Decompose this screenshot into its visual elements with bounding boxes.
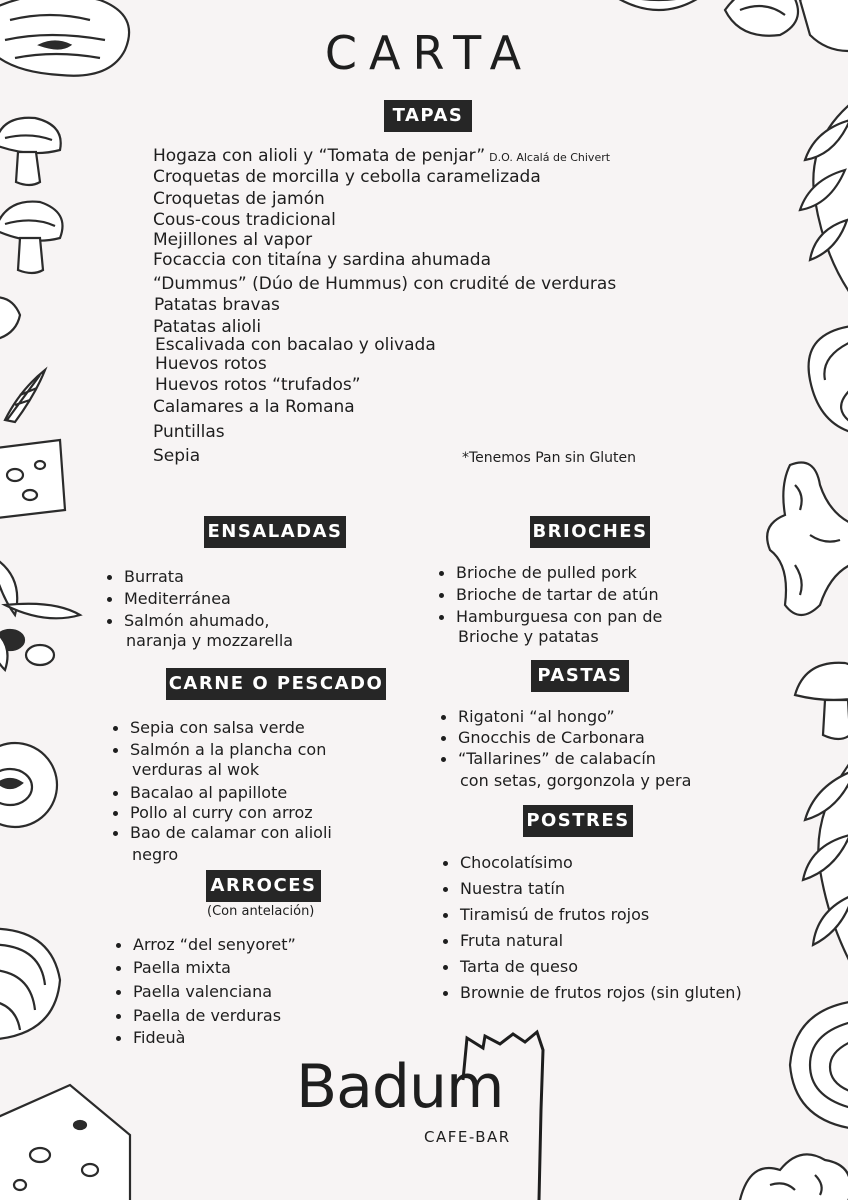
list-item: Rigatoni “al hongo”	[438, 707, 691, 727]
section-label-postres: POSTRES	[523, 805, 633, 837]
onion-illustration	[785, 995, 848, 1135]
list-item: Sepia con salsa verde	[110, 718, 332, 738]
mushroom-illustration	[0, 110, 70, 190]
list-item: Burrata	[104, 567, 293, 587]
tapas-item: Cous-cous tradicional	[153, 210, 336, 230]
onion-illustration	[0, 910, 80, 1050]
tapas-item-text: Hogaza con alioli y “Tomata de penjar”	[153, 146, 486, 166]
tapas-item: Huevos rotos	[155, 354, 267, 374]
tapas-item: Focaccia con titaína y sardina ahumada	[153, 250, 491, 270]
ensaladas-list	[104, 567, 293, 651]
section-label-tapas: TAPAS	[384, 100, 472, 132]
mushroom-illustration	[0, 190, 75, 280]
list-item: Tarta de queso	[440, 957, 742, 977]
tapas-item: Puntillas	[153, 422, 225, 442]
list-item: Brioche de tartar de atún	[436, 585, 662, 605]
mushroom-illustration	[600, 0, 720, 25]
gluten-note: *Tenemos Pan sin Gluten	[462, 450, 637, 466]
arroces-list	[113, 935, 296, 1048]
cheese-illustration	[0, 430, 70, 530]
list-item: Hamburguesa con pan de Brioche y patatas	[436, 607, 662, 647]
tapas-item-note: D.O. Alcalá de Chivert	[489, 151, 611, 164]
list-item: Pollo al curry con arroz	[110, 803, 332, 823]
list-item: Salmón a la plancha con verduras al wok	[110, 740, 332, 780]
tapas-item: Croquetas de jamón	[153, 189, 325, 209]
pastas-list	[438, 707, 691, 791]
list-item: Paella valenciana	[113, 982, 296, 1002]
herb-illustration	[0, 360, 55, 430]
list-item: Mediterránea	[104, 589, 293, 609]
section-label-pastas: PASTAS	[531, 660, 629, 692]
ginger-illustration	[760, 455, 848, 625]
list-item: Brioche de pulled pork	[436, 563, 662, 583]
list-item: Paella de verduras	[113, 1006, 296, 1026]
mushroom-illustration	[0, 290, 30, 350]
tomato-illustration	[0, 735, 70, 835]
tapas-item	[153, 146, 610, 168]
list-item: Paella mixta	[113, 958, 296, 978]
section-label-carne-o-pescado: CARNE O PESCADO	[166, 668, 386, 700]
list-item: “Tallarines” de calabacín con setas, gorgonzola y pera	[438, 749, 691, 791]
list-item: Tiramisú de frutos rojos	[440, 905, 742, 925]
logo-subtitle: CAFE-BAR	[424, 1128, 511, 1146]
tapas-item: Escalivada con bacalao y olivada	[155, 335, 436, 355]
tapas-item: “Dummus” (Dúo de Hummus) con crudité de verduras	[153, 274, 617, 294]
brioches-list	[436, 563, 662, 647]
tapas-item: Huevos rotos “trufados”	[155, 375, 361, 395]
carne-list	[110, 718, 332, 865]
list-item: Chocolatísimo	[440, 853, 742, 873]
cheese-illustration	[0, 1085, 140, 1200]
tapas-item: Sepia	[153, 446, 201, 466]
list-item: Bao de calamar con alioli negro	[110, 823, 332, 865]
section-label-ensaladas: ENSALADAS	[204, 516, 346, 548]
tapas-item: Patatas bravas	[154, 295, 280, 315]
arroces-subtitle: (Con antelación)	[207, 904, 315, 919]
list-item: Fruta natural	[440, 931, 742, 951]
ginger-illustration	[730, 1140, 848, 1200]
section-label-brioches: BRIOCHES	[530, 516, 650, 548]
tapas-item: Mejillones al vapor	[153, 230, 313, 250]
list-item: Arroz “del senyoret”	[113, 935, 296, 955]
list-item: Salmón ahumado, naranja y mozzarella	[104, 611, 293, 651]
list-item: Gnocchis de Carbonara	[438, 728, 691, 748]
tapas-item: Croquetas de morcilla y cebolla caramelizada	[153, 167, 541, 187]
section-label-arroces: ARROCES	[206, 870, 321, 902]
mushroom-illustration	[790, 655, 848, 745]
menu-title: CARTA	[324, 26, 534, 80]
olive-branch-illustration	[0, 545, 85, 675]
mushroom-illustration	[800, 320, 848, 440]
tapas-item: Patatas alioli	[153, 317, 262, 337]
logo-wordmark: Badum	[296, 1052, 504, 1122]
postres-list	[440, 853, 742, 1003]
herb-illustration	[795, 750, 848, 980]
list-item: Nuestra tatín	[440, 879, 742, 899]
tapas-item: Calamares a la Romana	[153, 397, 355, 417]
list-item: Bacalao al papillote	[110, 783, 332, 803]
list-item: Fideuà	[113, 1028, 296, 1048]
list-item: Brownie de frutos rojos (sin gluten)	[440, 983, 742, 1003]
herb-illustration	[795, 100, 848, 300]
